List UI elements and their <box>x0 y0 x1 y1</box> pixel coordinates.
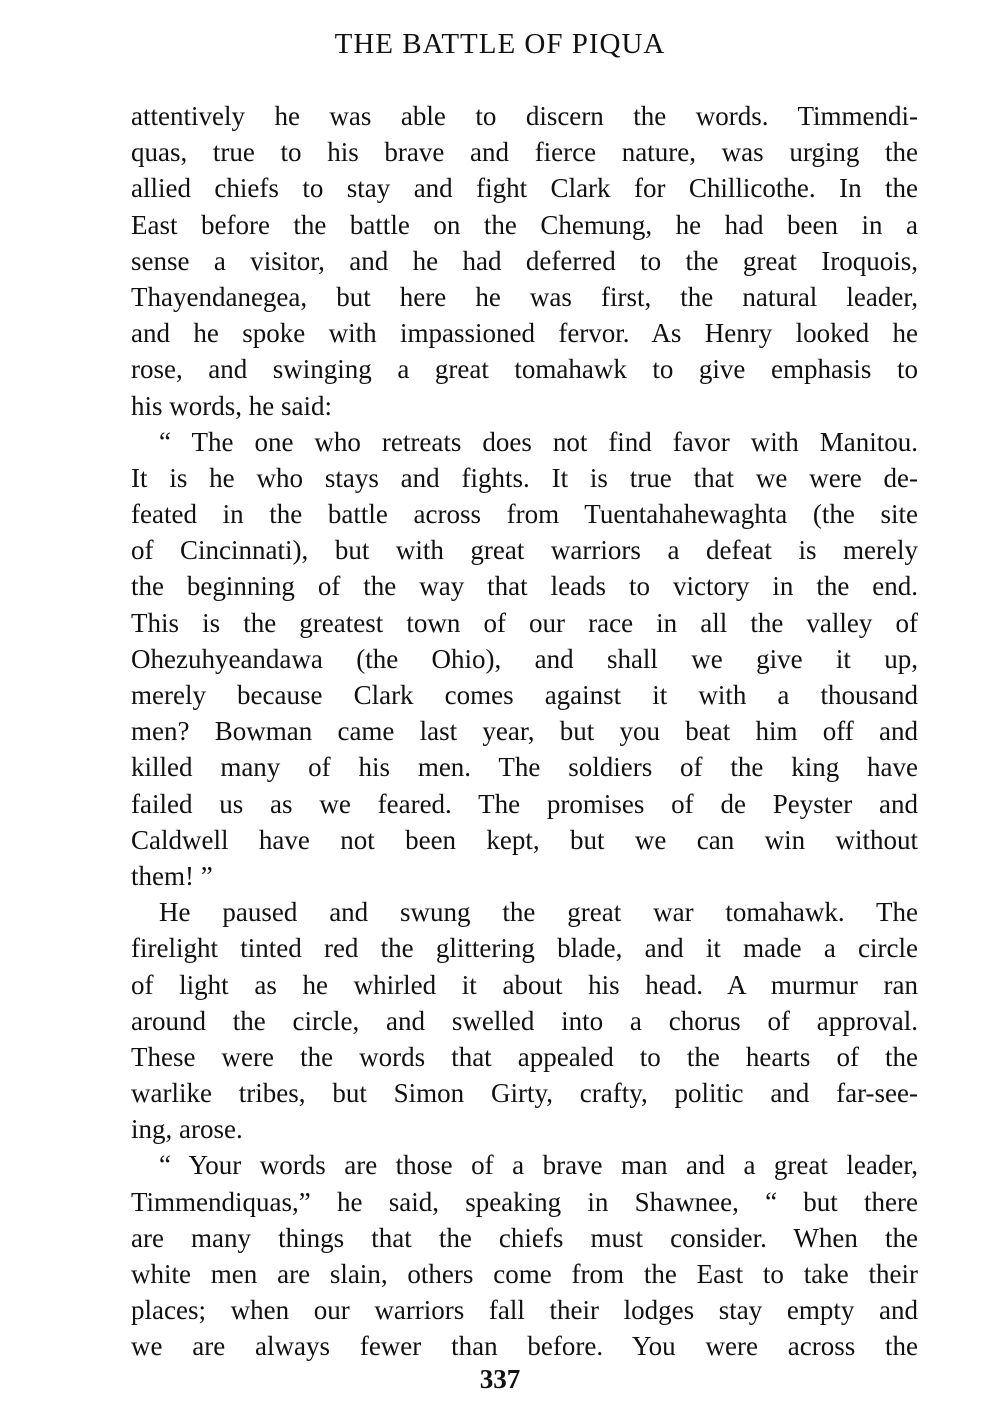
text-line: attentively he was able to discern the words. Timmendi- <box>131 101 918 131</box>
text-line: Thayendanegea, but here he was first, the natural leader, <box>131 281 918 312</box>
text-line: rose, and swinging a great tomahawk to give emphasis to <box>131 354 918 385</box>
running-head: THE BATTLE OF PIQUA <box>334 28 666 60</box>
text-line: white men are slain, others come from the East to take their <box>131 1259 918 1289</box>
text-line: East before the battle on the Chemung, he had been in a <box>131 209 918 240</box>
text-line: Caldwell have not been kept, but we can win without <box>131 824 918 855</box>
text-line: of light as he whirled it about his head. A murmur ran <box>131 969 918 1000</box>
text-line: them! ” <box>131 860 213 891</box>
text-line: Ohezuhyeandawa (the Ohio), and shall we give it up, <box>131 643 918 674</box>
text-line: firelight tinted red the glittering blade, and it made a circle <box>131 933 918 964</box>
text-line: Timmendiquas,” he said, speaking in Shawnee, “ but there <box>131 1186 918 1217</box>
text-line: we are always fewer than before. You were across the <box>131 1331 918 1362</box>
body-text <box>131 98 918 1365</box>
page-number: 337 <box>479 1364 521 1394</box>
paragraph-4 <box>131 1147 918 1364</box>
text-line: the beginning of the way that leads to victory in the end. <box>131 571 918 602</box>
paragraph-2 <box>131 424 918 894</box>
text-line: “ The one who retreats does not find favor with Manitou. <box>159 426 918 457</box>
text-line: his words, he said: <box>131 390 332 421</box>
text-line: This is the greatest town of our race in all the valley of <box>131 607 918 638</box>
text-line: men? Bowman came last year, but you beat him off and <box>131 716 918 747</box>
text-line: quas, true to his brave and fierce nature, was urging the <box>131 137 918 168</box>
paragraph-1 <box>131 98 918 424</box>
text-line: are many things that the chiefs must consider. When the <box>131 1222 918 1253</box>
text-line: around the circle, and swelled into a chorus of approval. <box>131 1005 918 1036</box>
text-line: These were the words that appealed to the hearts of the <box>131 1041 918 1072</box>
text-line: He paused and swung the great war tomahawk. The <box>159 897 918 928</box>
text-line: It is he who stays and fights. It is true that we were de- <box>131 462 918 493</box>
text-line: merely because Clark comes against it with a thousand <box>131 680 918 710</box>
text-line: ing, arose. <box>131 1114 243 1145</box>
text-line: allied chiefs to stay and fight Clark for Chillicothe. In the <box>131 173 918 204</box>
text-line: “ Your words are those of a brave man and a great leader, <box>159 1150 918 1181</box>
text-line: warlike tribes, but Simon Girty, crafty, politic and far-see- <box>131 1078 918 1109</box>
text-line: sense a visitor, and he had deferred to the great Iroquois, <box>131 245 918 276</box>
text-line: feated in the battle across from Tuentahahewaghta (the site <box>131 499 918 530</box>
text-line: and he spoke with impassioned fervor. As Henry looked he <box>131 318 918 349</box>
text-line: failed us as we feared. The promises of de Peyster and <box>131 788 918 819</box>
text-line: of Cincinnati), but with great warriors a defeat is merely <box>131 535 918 566</box>
text-line: places; when our warriors fall their lodges stay empty and <box>131 1295 918 1326</box>
text-line: killed many of his men. The soldiers of the king have <box>131 752 918 783</box>
paragraph-3 <box>131 894 918 1147</box>
